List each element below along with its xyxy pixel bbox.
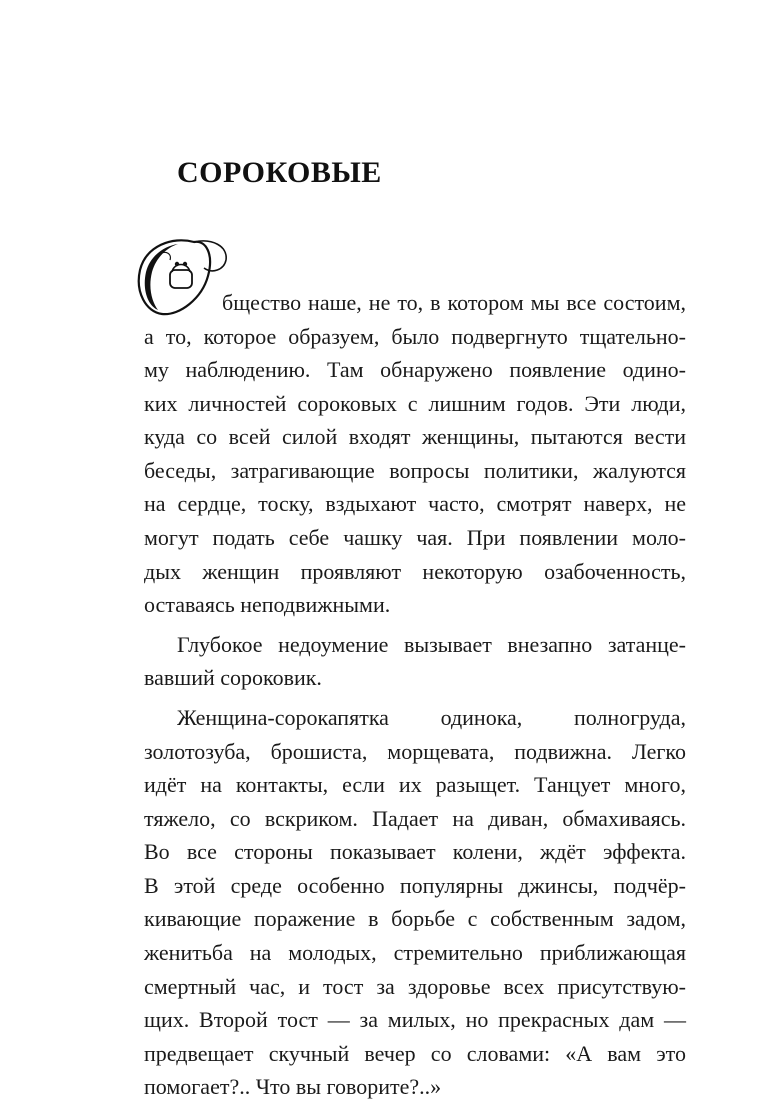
text-line: дых женщин проявляют некоторую озабоченность, bbox=[144, 558, 686, 584]
text-line: вавший сороковик. bbox=[144, 665, 322, 691]
text-line: Глубокое недоумение вызывает внезапно затанце- bbox=[177, 631, 686, 657]
ornamental-dropcap bbox=[132, 232, 232, 320]
text-line: куда со всей силой входят женщины, пытаются вести bbox=[144, 424, 686, 450]
text-line: щих. Второй тост — за милых, но прекрасных дам — bbox=[144, 1007, 686, 1033]
text-line: помогает?.. Что вы говорите?..» bbox=[144, 1074, 442, 1100]
text-line: могут подать себе чашку чая. При появлении моло- bbox=[144, 525, 686, 551]
text-line: предвещает скучный вечер со словами: «А вам это bbox=[144, 1040, 686, 1066]
text-line: Женщина-сорокапятка одинока, полногруда, bbox=[177, 704, 686, 730]
text-line: идёт на контакты, если их разыщет. Танцует много, bbox=[144, 772, 686, 798]
text-line: Во все стороны показывает колени, ждёт эффекта. bbox=[144, 839, 686, 865]
chapter-title: СОРОКОВЫЕ bbox=[177, 156, 382, 189]
text-line: женитьба на молодых, стремительно приближающая bbox=[144, 940, 686, 966]
text-line: му наблюдению. Там обнаружено появление одино- bbox=[144, 357, 686, 383]
text-line: золотозуба, брошиста, морщевата, подвижна. Легко bbox=[144, 738, 686, 764]
text-line: а то, которое образуем, было подвергнуто тщательно- bbox=[144, 323, 686, 349]
text-line: на сердце, тоску, вздыхают часто, смотрят наверх, не bbox=[144, 491, 686, 517]
text-line: тяжело, со вскриком. Падает на диван, обмахиваясь. bbox=[144, 805, 686, 831]
text-line: кивающие поражение в борьбе с собственным задом, bbox=[144, 906, 686, 932]
text-line: смертный час, и тост за здоровье всех присутствую- bbox=[144, 973, 686, 999]
dropcap-letter-o-icon bbox=[132, 232, 232, 320]
text-line: ких личностей сороковых с лишним годов. Эти люди, bbox=[144, 390, 686, 416]
text-line: В этой среде особенно популярны джинсы, подчёр- bbox=[144, 872, 686, 898]
text-line: бщество наше, не то, в котором мы все состоим, bbox=[222, 290, 686, 315]
text-line: оставаясь неподвижными. bbox=[144, 592, 391, 618]
text-line: беседы, затрагивающие вопросы политики, жалуются bbox=[144, 457, 686, 483]
